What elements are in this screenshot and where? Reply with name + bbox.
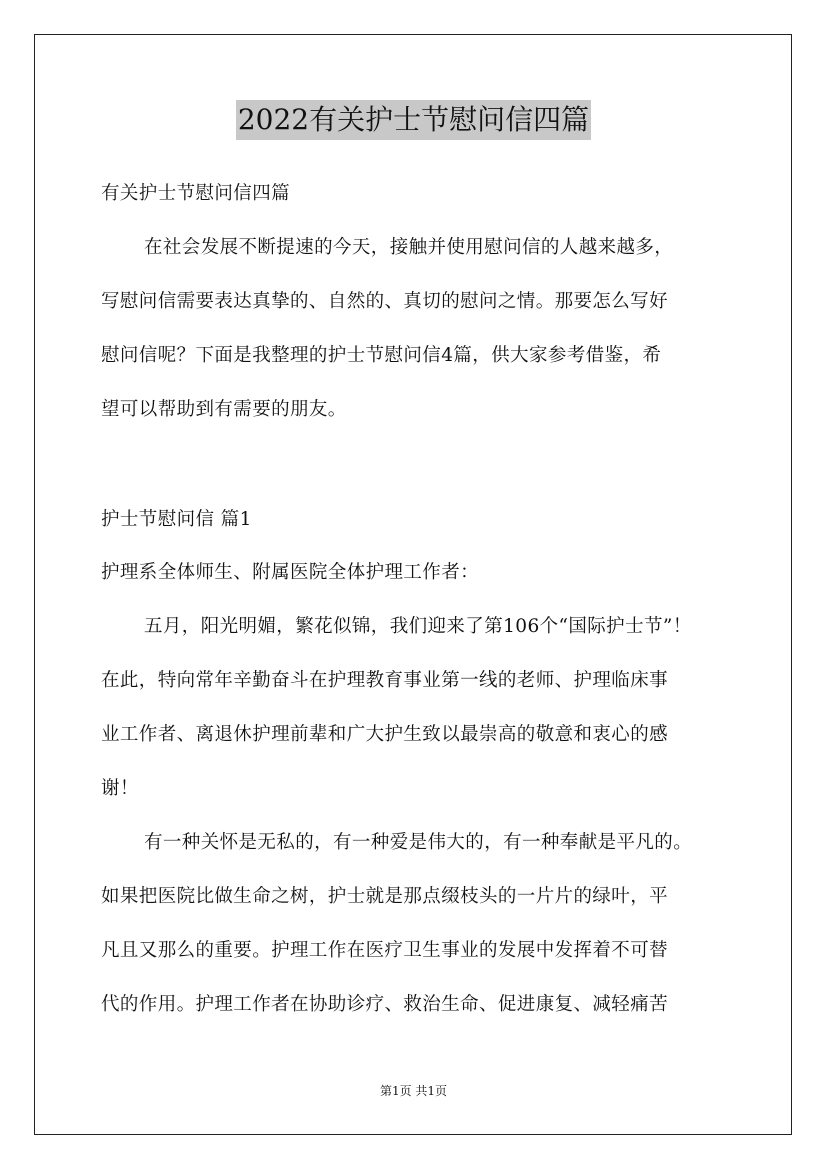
page-footer: 第1页 共1页 [379, 1084, 448, 1098]
para2-line-2: 如果把医院比做生命之树，护士就是那点缀枝头的一片片的绿叶，平 [101, 886, 669, 907]
intro-line-2: 写慰问信需要表达真挚的、自然的、真切的慰问之情。那要怎么写好 [101, 291, 669, 312]
salutation: 护理系全体师生、附属医院全体护理工作者： [101, 562, 480, 583]
intro-line-1: 在社会发展不断提速的今天，接触并使用慰问信的人越来越多， [144, 237, 674, 258]
document-title: 2022有关护士节慰问信四篇 [236, 100, 591, 140]
subtitle: 有关护士节慰问信四篇 [101, 183, 291, 204]
para1-line-1: 五月，阳光明媚，繁花似锦，我们迎来了第106个“国际护士节”！ [144, 616, 692, 637]
para2-line-4: 代的作用。护理工作者在协助诊疗、救治生命、促进康复、减轻痛苦 [101, 994, 669, 1015]
para1-line-4: 谢！ [101, 778, 139, 799]
title-area [0, 100, 827, 140]
intro-line-4: 望可以帮助到有需要的朋友。 [101, 399, 347, 420]
para1-line-2: 在此，特向常年辛勤奋斗在护理教育事业第一线的老师、护理临床事 [101, 670, 669, 691]
para2-line-1: 有一种关怀是无私的，有一种爱是伟大的，有一种奉献是平凡的。 [144, 832, 693, 853]
para1-line-3: 业工作者、离退休护理前辈和广大护生致以最崇高的敬意和衷心的感 [101, 724, 669, 745]
section-heading: 护士节慰问信 篇1 [101, 509, 252, 530]
para2-line-3: 凡且又那么的重要。护理工作在医疗卫生事业的发展中发挥着不可替 [101, 940, 669, 961]
intro-line-3: 慰问信呢？下面是我整理的护士节慰问信4篇，供大家参考借鉴，希 [101, 345, 662, 366]
